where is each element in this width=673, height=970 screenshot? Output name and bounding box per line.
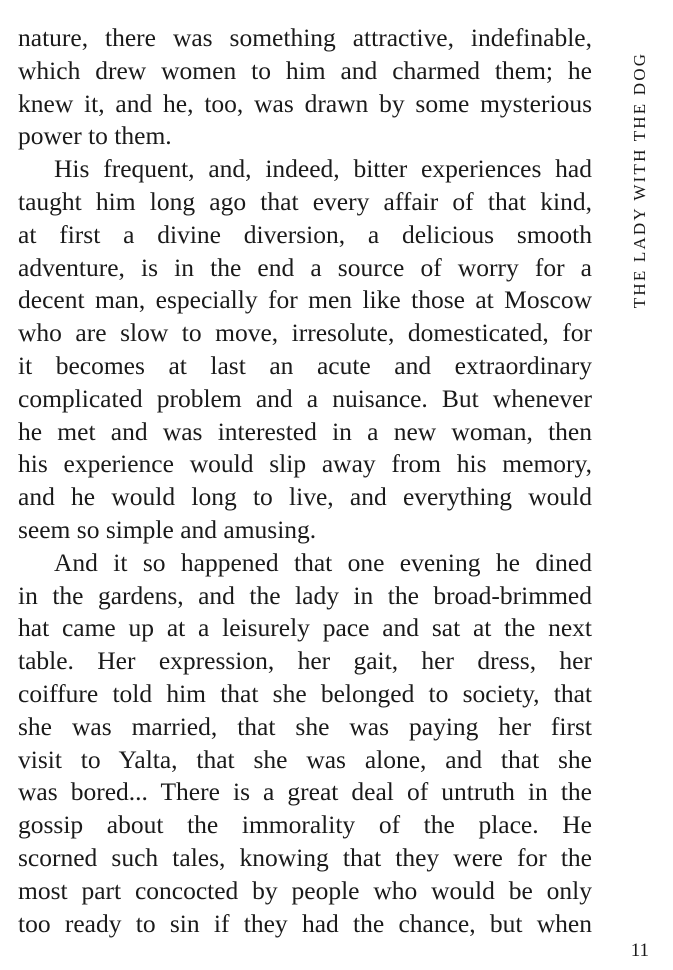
text-line: too ready to sin if they had the chance, but when bbox=[18, 908, 592, 938]
text-line: complicated problem and a nuisance. But whenever bbox=[18, 383, 592, 413]
text-line: most part concocted by people who would be only bbox=[18, 875, 592, 905]
page-number: 11 bbox=[630, 940, 649, 961]
text-line: who are slow to move, irresolute, domesticated, for bbox=[18, 318, 592, 348]
text-line: power to them. bbox=[18, 121, 172, 151]
text-line: gossip about the immorality of the place. He bbox=[18, 810, 592, 840]
text-line: his experience would slip away from his memory, bbox=[18, 449, 592, 479]
text-line: in the gardens, and the lady in the broad-brimmed bbox=[18, 580, 592, 610]
text-line: His frequent, and, indeed, bitter experiences had bbox=[54, 154, 592, 184]
text-line: which drew women to him and charmed them; he bbox=[18, 55, 592, 85]
text-line: nature, there was something attractive, indefinable, bbox=[18, 23, 592, 52]
text-line: and he would long to live, and everything would bbox=[18, 482, 592, 512]
text-line: decent man, especially for men like those at Moscow bbox=[18, 285, 592, 315]
text-line: adventure, is in the end a source of worry for a bbox=[18, 252, 592, 282]
body-text bbox=[18, 22, 592, 940]
text-line: table. Her expression, her gait, her dress, her bbox=[18, 646, 592, 676]
text-line: was bored... There is a great deal of untruth in the bbox=[18, 777, 592, 807]
text-line: taught him long ago that every affair of that kind, bbox=[18, 186, 592, 216]
text-line: she was married, that she was paying her first bbox=[18, 711, 592, 741]
text-line: coiffure told him that she belonged to society, that bbox=[18, 678, 592, 708]
running-head-title: THE LADY WITH THE DOG bbox=[630, 51, 649, 309]
text-line: scorned such tales, knowing that they were for the bbox=[18, 842, 592, 872]
text-line: visit to Yalta, that she was alone, and that she bbox=[18, 744, 592, 774]
text-line: it becomes at last an acute and extraordinary bbox=[18, 350, 592, 380]
text-line: And it so happened that one evening he dined bbox=[54, 547, 592, 577]
text-line: seem so simple and amusing. bbox=[18, 514, 317, 544]
text-line: knew it, and he, too, was drawn by some mysterious bbox=[18, 88, 592, 118]
text-line: at first a divine diversion, a delicious smooth bbox=[18, 219, 592, 249]
text-line: hat came up at a leisurely pace and sat at the next bbox=[18, 613, 592, 643]
text-line: he met and was interested in a new woman, then bbox=[18, 416, 592, 446]
